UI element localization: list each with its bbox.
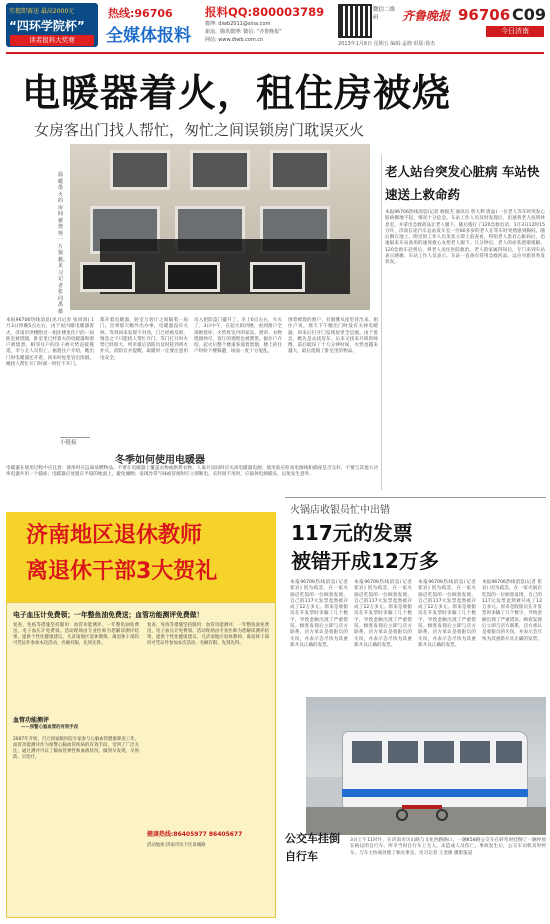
report-block xyxy=(205,3,333,47)
newspaper-logo: 齐鲁晚报 xyxy=(402,9,451,23)
story2-body-col3: 本报96706热线消息(记者 崔岩) 因为疏忽，在一家火锅店吃饭的一位顾客发现，自己的117元发票竟然被开成了12万多元。原来是收银员在开发票时多输了几个数字，导致金额出现了严重错误。顾客发现后立即与店方联系，店方承认是收银员的失误，并表示会尽快为其重新开具正确的发票。 xyxy=(418,580,476,648)
column-divider xyxy=(381,155,382,490)
lead-body-col1: 本报96706热线消息(见习记者 张同禹) 1月3日傍晚5点左右，由于屋内暖电暖器着火，济南市洪楼附近一租住楼里住户的一间卧室被烧毁，卧室里已经着火的电暖器和窗户被烧黑。相邻住户的房子被火势直接蔓延，幸亏无人员伤亡。据租住户介绍，她出门时电暖器还开着，回来时屋里冒出浓烟，她找人帮忙开门时却一时打不开门。 xyxy=(6,318,94,368)
ad-section-subtitle: ——预警心脑血管的有效手段 xyxy=(21,725,79,730)
ad-address: 活动地址:济南市历下区泉城路 xyxy=(147,843,206,848)
ad-banner xyxy=(6,512,276,602)
link-label: 小链接 xyxy=(60,437,90,446)
ad-right-body: 复查、免疫等措施坚持服用：血管功能测评，一年整鱼油免费送，电子血压计免费领。活动现场由专业医师为您解读测评结果，提供个性化健康建议。凡济南地区退休教师、离退休干部均可凭证件参加本次活动，名额有限，先到先得。 xyxy=(147,623,269,646)
story2-body-col1: 本报96706热线消息(记者 崔岩) 因为疏忽，在一家火锅店吃饭的一位顾客发现，自己的117元发票竟然被开成了12万多元。原来是收银员在开发票时多输了几个数字，导致金额出现了严重错误。顾客发现后立即与店方联系，店方承认是收银员的失误，并表示会尽快为其重新开具正确的发票。 xyxy=(290,580,348,648)
promo-top-text: 实握即赛送 最高2000元 xyxy=(9,8,75,15)
lead-body xyxy=(6,318,378,440)
lead-body-col3: 房入把防盗门撬开了，早上6点左右，火灭了。3日中午，在起火的四楼，看到窗户全部被烧坏，火势将室内的家具、窗帘、衣物烧毁殆尽，客厅的墙壁也被熏黑。据住户介绍，起火后整个楼道弥漫着黑烟，楼上的住户纷纷下楼躲避，场面一度十分混乱。 xyxy=(194,318,282,355)
page-number: C09 xyxy=(512,5,547,24)
ad-body-box xyxy=(6,602,276,918)
report-lines: 微博: diwb2011@sina.com 新浪、腾讯微博: 微信: “齐鲁晚报” 网站: www.diwb.com.cn xyxy=(205,21,282,43)
section-name: 今日济南 xyxy=(486,26,544,37)
story2-headline-2: 被错开成12万多 xyxy=(291,549,439,573)
ad-headline-1: 济南地区退休教师 xyxy=(26,523,203,548)
story2-headline-1: 117元的发票 xyxy=(291,521,413,545)
hotline-label: 热线:96706 xyxy=(108,7,173,20)
lead-subheadline: 女房客出门找人帮忙，匆忙之间误锁房门耽误灭火 xyxy=(34,121,365,139)
promo-bottom-text: 读者报料大奖赛 xyxy=(10,35,94,46)
ad-hotline: 健康热线:86405977 86405677 xyxy=(147,831,243,838)
ad-headline-2: 离退休干部3大贺礼 xyxy=(26,559,218,584)
side-story-headline: 老人站台突发心脏病 车站快速送上救命药 xyxy=(385,164,540,202)
lead-body-col4: 围着被烧的窗户，有烟雾从屋里冒出来。租住户说，那天下午她出门时没有关掉电暖器，回来后打开门发现屋里全是烟。由于着急，她先是去找房东，后来又找来开锁的师傅，前后耽误了十几分钟时间，火势也越来越大，最后烧毁了卧室里的物品。 xyxy=(288,318,378,355)
photo2-body: 3日上午11时许，在济南市历山路与文化西路路口，一辆K58路公交车在转弯时挂倒了一辆停放在路边的自行车。所幸当时自行车上无人，未造成人员伤亡。事故发生后，公交车司机及时停车，与车主协商处理了相关事宜。见习记者 王金源 摄影报道 xyxy=(350,838,546,856)
story2-body xyxy=(290,580,544,690)
ad-section-title: 血管功能测评 xyxy=(13,717,50,724)
hotline-slogan: 全媒体报料 xyxy=(106,26,191,46)
lead-body-col2: 都开着电暖器，卧室与客厅之间隔着一扇门。出事那天她外出办事，电暖器没有关掉，等到回来发现不对劲，门已经被反锁，情急之下只能找人帮忙开门。等门打开时火势已经很大，所幸最后消防员及时赶到将火扑灭。消防官兵提醒，取暖时一定要注意用电安全。 xyxy=(100,318,188,361)
hotline-block xyxy=(104,3,200,47)
story2-body-col2: 本报96706热线消息(记者 崔岩) 因为疏忽，在一家火锅店吃饭的一位顾客发现，自己的117元发票竟然被开成了12万多元。原来是收银员在开发票时多输了几个数字，导致金额出现了严重错误。顾客发现后立即与店方联系，店方承认是收银员的失误，并表示会尽快为其重新开具正确的发票。 xyxy=(354,580,412,648)
photo-caption: 温暖借火的房间被烧得一片狼藉。 见习记者 张同禹 摄 xyxy=(58,172,69,315)
story2-kicker: 火锅店收银员忙中出错 xyxy=(290,505,390,516)
report-label: 报料QQ:800003789 xyxy=(205,5,325,19)
qr-caption: 微信二维码 xyxy=(373,7,396,21)
promo-banner xyxy=(6,3,98,47)
burned-building-photo xyxy=(70,144,370,310)
date-line: 2013年1月8日 星期五 编辑:孟晓 组版:徐杰 xyxy=(338,41,436,47)
qr-code-icon xyxy=(338,4,372,38)
story2-body-col4: 本报96706热线消息(记者 崔岩) 因为疏忽，在一家火锅店吃饭的一位顾客发现，自己的117元发票竟然被开成了12万多元。原来是收银员在开发票时多输了几个数字，导致金额出现了严重错误。顾客发现后立即与店方联系，店方承认是收银员的失误，并表示会尽快为其重新开具正确的发票。 xyxy=(482,580,542,642)
bus-accident-photo xyxy=(306,697,546,835)
ad-subtitle: 电子血压计免费领；一年整鱼油免费送；血管功能测评免费做！ xyxy=(13,611,204,619)
masthead-number: 96706 xyxy=(458,6,511,24)
promo-brand: “四环学院杯” xyxy=(9,19,85,33)
ad-section-body: 2007年开始，百万国家级医院专家参与心脑血管健康筛查工作，血管功能测评作为预警心脑血管疾病的有效手段，受到了广泛关注。通过测评可以了解血管弹性和血液状况，做到早发现、早预防、早治疗。 xyxy=(13,737,139,760)
ad-body: 复查、免疫等措施坚持服用：血管功能测评，一年整鱼油免费送，电子血压计免费领。活动现场由专业医师为您解读测评结果，提供个性化健康建议。凡济南地区退休教师、离退休干部均可凭证件参加本次活动，名额有限，先到先得。 xyxy=(13,623,139,646)
sidebar-body: 电暖器在使用过程中应注意：使用时应远离易燃物品，不要在电暖器上覆盖衣物或烘烤衣物；人离开房间时应关闭电暖器电源；使用前应检查电源线和插座是否完好，不要与其他大功率电器共用一个插座；电暖器应放置在平稳的地面上，避免倾倒；发现异常气味或冒烟时应立即断电。长时间不用时，应拔掉电源插头，以免发生意外。 xyxy=(6,466,378,478)
lead-headline: 电暖器着火，租住房被烧 xyxy=(22,71,452,115)
photo2-caption: 公交车挂倒自行车 xyxy=(285,832,340,863)
sidebar-title: 冬季如何使用电暖器 xyxy=(115,455,205,466)
side-story-body: 本报96706热线消息(记者 杨悦杰 通讯员 曾大利 唐晶) 一位老人等车时突发心脏病倒地不起，情况十分危急。车站工作人员及时发现后，迅速将老人扶到休息室，并拿出急救药品让老人服下，随后拨打了120急救电话。1月3日12时15分许，济南长途汽车总站发车室一位60多岁的老人在等车时突然感到胸闷，随后倒在地上。附近的工作人员见状立即上前查看，得知老人患有心脏病后，迅速取来车站备用的速效救心丸给老人服下。几分钟后，老人的症状逐渐缓解。120急救车赶到后，将老人送往医院救治。老人的家属得知后，专门来到车站表示感谢。车站工作人员表示，车站一直备有常用急救药品，以应对旅客突发状况。 xyxy=(385,210,545,266)
header-rule xyxy=(6,52,544,54)
story2-rule xyxy=(285,497,546,498)
